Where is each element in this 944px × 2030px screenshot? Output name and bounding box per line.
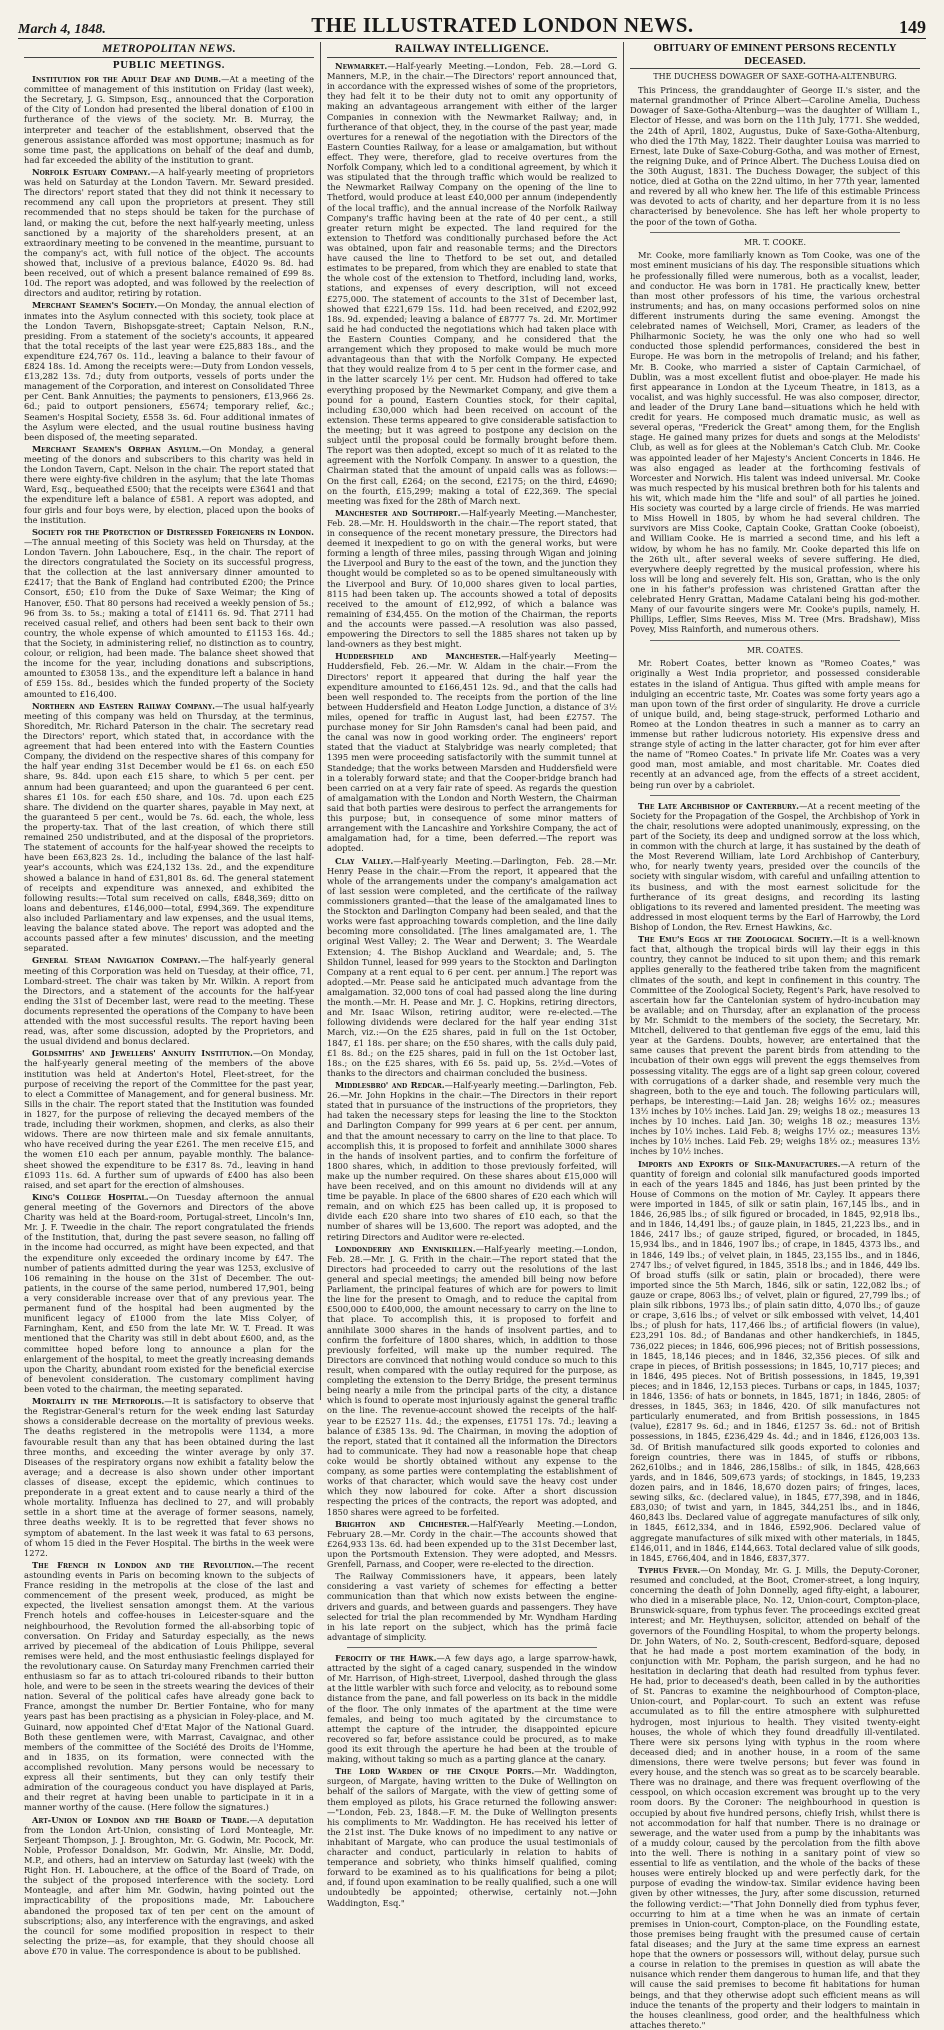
- article-paragraph: [327, 1766, 617, 1908]
- article-paragraph: [24, 444, 314, 525]
- masthead: [18, 6, 926, 39]
- section-title: OBITUARY OF EMINENT PERSONS RECENTLY DECEASED.: [630, 42, 920, 69]
- article-lead: Northern and Eastern Railway Company.: [32, 700, 216, 711]
- column-2: [320, 42, 623, 1908]
- article-lead: Institution for the Adult Deaf and Dumb.: [32, 73, 222, 84]
- article-text: The Railway Commissioners have, it appears, been lately considering a vast variety of schemes for effecting a better communication than that which now exists between the engine-drivers and guards, and between guards and passengers. They have selected for trial the plan recommended by Mr. Wyndham Harding in his late report on the subject, which has the primâ facie advantage of simplicity.: [327, 1571, 617, 1642]
- article-text: —The usual half-yearly meeting of this company was held on Thursday, at the terminus, Shoreditch, Mr. Richard Paterson in the chair. The secretary read the Directors' report, which stated that, in accordance with the agreement that had been entered into with the Eastern Counties Company, the dividend on the respective shares of this company for the half year ending 31st December would be £1 6s. on each £50 share, 9s. 84d. upon each £15 share, to which 5 per cent. per annum had been guaranteed; and upon the guaranteed 6 per cent. shares £1 10s. for each £50 share, and 10s. 7d. upon each £25 share. The dividend on the quarter shares, payable in May next, at the guaranteed 5 per cent., would be 7s. 6d. each, the whole, less the property-tax. That of the last creation, of which there still remained 250 undistributed, and at the disposal of the proprietors. The statement of accounts for the half-year showed the receipts to have been £63,823 2s. 1d., including the balance of the last half-year's accounts, which was £24,132 13s. 2d., and the expenditure showed a balance in hand of £31,801 8s. 6d. The general statement of receipts and expenditure was annexed, and exhibited the following results:—Total sum received on calls, £848,369; ditto on loans and debentures, £146,000—total, £994,369. The expenditure also included Parliamentary and law expenses, and the usual items, leaving the balance stated above. The report was adopted and the accounts passed after a few minutes' discussion, and the meeting separated.: [24, 700, 314, 954]
- article-text: —The half-yearly general meeting of this Corporation was held on Tuesday, at their office, 71, Lombard-street. The chair was taken by Mr. Wilkin. A report from the Directors, and a statement of the accounts for the half-year ending the 31st of December last, were read to the meeting. These documents represented the operations of the Company to have been attended with the most successful results. The report having been read, was, after some discussion, adopted by the Proprietors, and the usual dividend and bonus declared.: [24, 955, 314, 1047]
- article-lead: The Late Archbishop of Canterbury.: [638, 800, 800, 811]
- article-lead: Clay Valley.: [335, 855, 394, 866]
- article-lead: General Steam Navigation Company.: [32, 955, 201, 966]
- article-lead: Typhus Fever.: [638, 1564, 701, 1575]
- article-lead: The Emu's Eggs at the Zoological Society.: [638, 934, 833, 945]
- article-paragraph: [327, 1519, 617, 1570]
- section-subheading: PUBLIC MEETINGS.: [112, 61, 226, 72]
- article-text: —On Monday, a general meeting of the donors and subscribers to this charity was held in the London Tavern, Capt. Nelson in the chair. The report stated that there were eighty-five children in the asylum; that the late Thomas Ward, Esq., bequeathed £500; that the receipts were £3641 and that the expenditure left a balance of £581. A report was adopted, and four girls and four boys were, by election, placed upon the books of the institution.: [24, 443, 314, 525]
- column-3: [623, 42, 926, 2030]
- article-lead: Merchant Seamen's Society.: [32, 300, 158, 311]
- article-lead: Brighton and Chichester.: [335, 1518, 470, 1529]
- article-paragraph: [24, 74, 314, 165]
- article-lead: Londonderry and Enniskillen.: [335, 1243, 476, 1254]
- article-text: —At a meeting of the committee of management of this institution on Friday (last week), the Secretary, J. G. Simpson, Esq., announced that the Corporation of the City of London had presented the liberal donation of £100 in furtherance of the views of the society. Mr. B. Murray, the interpreter and teacher of the establishment, observed that the generous assistance afforded was most opportune; inasmuch as for some time past, the applications on behalf of the deaf and dumb, had far exceeded the ability of the institution to grant.: [24, 73, 314, 165]
- obituary-subject: THE DUCHESS DOWAGER OF SAXE-GOTHA-ALTENBURG.: [653, 72, 897, 82]
- article-text: —On Monday, the half-yearly general meeting of the members of the above institution was held at Anderton's Hotel, Fleet-street, for the purpose of receiving the report of the Committee for the past year, to elect a Committee of Management, and for general business. Mr. Sills in the chair. The report stated that the Institution was founded in 1827, for the purpose of relieving the decayed members of the trade, including their workmen, shopmen, and clerks, as also their widows. There are now thirteen male and six female annuitants, who have received during the year £261. The men receive £15, and the women £10 each per annum, payable monthly. The balance-sheet showed the expenditure to be £317 8s. 7d., leaving in hand £1093 11s. 6d. A further sum of upwards of £400 has also been raised, and set apart for the erection of almshouses.: [24, 1048, 314, 1190]
- article-lead: Huddersfield and Manchester.: [335, 651, 502, 662]
- divider: [650, 232, 900, 233]
- article-lead: Art-Union of London and the Board of Trade.: [32, 1814, 250, 1825]
- article-paragraph: [327, 61, 617, 506]
- article-text: —A half-yearly meeting of proprietors was held on Saturday at the London Tavern. Mr. Seward presided. The directors' report stated that they did not think it necessary to recommend any call upon the proprietors at present. They still recommended that no steps should be taken for the purchase of land, or making the cut, before the next half-yearly meeting, unless sanctioned by a majority of the shareholders present, at an extraordinary meeting to be convened in the meantime, pursuant to the company's act, with full notice of the object. The accounts showed that, inclusive of a previous balance, £4020 9s. 8d. had been received, out of which a present balance remained of £99 8s. 10d. The report was adopted, and was followed by the reelection of directors and auditor, retiring by rotation.: [24, 166, 314, 299]
- article-paragraph: [24, 1815, 314, 1957]
- article-text: —On Monday, Mr. G. J. Mills, the Deputy-Coroner, resumed and concluded, at the Boot, Cromer-street, a long inquiry, concerning the death of John Donnelly, aged fifty-eight, a labourer, who died in a miserable place, No. 12, Union-court, Compton-place, Brunswick-square, from typhus fever. The proceedings excited great interest; and Mr. Heythuysen, solicitor, attended on behalf of the governors of the Foundling Hospital, to whom the property belongs. Dr. John Waters, of No. 2, South-crescent, Bedford-square, deposed that he had made a post mortem examination of the body, in conjunction with Mr. Popham, the parish surgeon, and he had no hesitation in declaring that death had resulted from typhus fever. He had, prior to deceased's death, been called in by the authorities of St. Pancras to examine the neighbourhood of Compton-place, Union-court, and Poplar-court. To such an extent was refuse accumulated as to fill the entire atmosphere with sulphuretted hydrogen, most injurious to health. They visited twenty-eight houses, the whole of which they found dreadfully ill-ventilated. There were six persons lying with typhus in the room where deceased died; and in another house, in a room of the same dimensions, there were twelve persons; but fever was found in every house, and the stench was so great as to be scarcely bearable. There was no drainage, and there was frequent overflowing of the cesspool, on which occasion excrement was brought up to the very room doors. By the Coroner: The neighbourhood in question is occupied by about five hundred persons, chiefly Irish, whilst there is not accommodation for half that number. There is no drainage or sewerage, and the water used from a pump by the inhabitants was of a muddy colour, caused by the percolation from the filth above into the well. There is nothing in a sanitary point of view so essential to life as ventilation, and the whole of the backs of these houses were entirely blocked up and were perfectly dark, for the purpose of evading the window-tax. Similar evidence having been given by other witnesses, the Jury, after some discussion, returned the following verdict:—"That John Donnelly died from typhus fever, occurring to him at a time when he was an inmate of certain premises in Union-court, Compton-place, on the Foundling estate, those premises being fraught with the presumed cause of certain fatal diseases; and the Jury at the same time express an earnest hope that the owners or possessors will, without delay, pursue such a course in relation to the premises in question as will abate the nuisance which render them dangerous to human life, and that they will cause the said premises to become fit habitations for human beings, and that they otherwise adopt such efficient means as will induce the tenants of the property and their lodgers to maintain in the houses cleanliness, good order, and the healthfulness which attaches thereto.": [630, 1564, 920, 2030]
- article-paragraph: [24, 1396, 314, 1558]
- article-text: —Half-yearly Meeting.—Manchester, Feb. 28.—Mr. H. Houldsworth in the chair.—The report stated, that in consequence of the recent monetary pressure, the Directors had deemed it inexpedient to go on with the general works, but were forming a length of three miles, passing through Wigan and joining the Liverpool and Bury to the east of the town, and the junction they thought would be completed so as to be opened simultaneously with the Liverpool and Bury. Of 10,000 shares given to local parties, 8115 had been taken up. The accounts showed a total of deposits received to the amount of £12,992, of which a balance was remaining of £34,455. On the motion of the Chairman, the reports and the accounts were passed.—A resolution was also passed, empowering the Directors to sell the 1885 shares not taken up by land-owners as they best might.: [327, 507, 617, 650]
- article-lead: King's College Hospital.: [32, 1191, 149, 1202]
- article-text: —A deputation from the London Art-Union, consisting of Lord Monteagle, Mr. Serjeant Thompson, J. J. Broughton, Mr. G. Godwin, Mr. Pocock, Mr. Noble, Professor Donaldson, Mr. Godwin, Mr. Ainslie, Mr. Dodd, M.P., and others, had an interview on Saturday last (week) with the Right Hon. H. Labouchere, at the office of the Board of Trade, on the subject of the proposed interference with the society. Lord Monteagle, and after him Mr. Godwin, having pointed out the impracticability of the propositions made, Mr. Labouchere abandoned the proposed tax of ten per cent on the amount of subscriptions; also, any interference with the engravings, and asked the council for some modified proposition in respect to their selecting the prize—as, for example, that they should choose all above £70 in value. The correspondence is about to be published.: [24, 1814, 314, 1956]
- article-text: —Mr. Waddington, surgeon, of Margate, having written to the Duke of Wellington on behalf of the sailors of Margate, with the view of getting some of them employed as pilots, his Grace returned the following answer:—"London, Feb. 23, 1848.—F. M. the Duke of Wellington presents his compliments to Mr. Waddington. He has received his letter of the 21st inst. The Duke knows of no impediment to any native or inhabitant of Margate, who can produce the usual testimonials of character and conduct, particularly in relation to habits of temperance and sobriety, who thinks himself qualified, coming forward to be examined as to his qualifications for being a pilot; and, if found upon examination to be really qualified, such a one will undoubtedly be appointed; otherwise, certainly not.—John Waddington, Esq.": [327, 1766, 617, 1908]
- article-paragraph: [24, 1048, 314, 1190]
- article-paragraph: [630, 1565, 920, 2030]
- article-paragraph: [24, 1192, 314, 1394]
- article-paragraph: [24, 955, 314, 1046]
- article-lead: Mortality in the Metropolis.: [32, 1396, 165, 1407]
- column-1: [18, 42, 320, 1956]
- article-lead: Imports and Exports of Silk-Manufactures.: [638, 1158, 841, 1169]
- article-text: —Half-Yearly Meeting.—London, February 28.—Mr. Cordy in the chair.—The accounts showed that £264,933 13s. 6d. had been expended up to the 31st December last, upon the Portsmouth Extension. They were adopted, and Messrs. Grenfell, Parnass, and Cooper, were re-elected to the direction.: [327, 1518, 617, 1570]
- article-lead: Goldsmiths' and Jewellers' Annuity Institution.: [32, 1048, 253, 1059]
- article-lead: The Lord Warden of the Cinque Ports.: [335, 1766, 535, 1777]
- article-text: —On Tuesday afternoon the annual general meeting of the Governors and Directors of the above Charity was held at the Board-room, Portugal-street, Lincoln's Inn, Mr. J. F. Tweedie in the chair. The report congratulated the friends of the Institution, that, during the past severe season, no falling off in the income had occurred, as might have been expected, and that the expenditure only exceeded the ordinary income by £47. The number of patients admitted during the year was 1253, exclusive of 106 remaining in the house on the 31st of December. The out-patients, in the course of the same period, numbered 17,901, being a very considerable increase over that of any previous year. The permanent fund of the hospital had been augmented by the munificent legacy of £1000 from the late Miss Colyer, of Farningham, Kent, and £50 from the late Mr. W. T. Fread. It was mentioned that the Charity was still in debt about £600, and, as the committee hoped before long to announce a plan for the enlargement of the hospital, to meet the greatly increasing demands upon the Charity, abundant room existed for the beneficial exercise of benevolent consideration. The customary compliment having been voted to the chairman, the meeting separated.: [24, 1191, 314, 1394]
- column-2-body: [327, 61, 617, 1642]
- article-paragraph: [24, 527, 314, 699]
- section-title: METROPOLITAN NEWS.: [24, 42, 314, 58]
- divider: [347, 1647, 597, 1648]
- article-text: —Half-yearly meeting.—Darlington, Feb. 26.—Mr. John Hopkins in the chair.—The Directors in their report stated that in pursuance of the instructions of the proprietors, they had taken the necessary steps for leasing the line to the Stockton and Darlington Company for 999 years at 6 per cent. per annum, and that the amount necessary to carry on the line to that place. To accomplish this, it is proposed to forfeit and annihilate 3000 shares in the hands of insolvent parties, and to confirm the forfeiture of 1800 shares, which, in addition to those previously forfeited, will make up the number required. On these shares about £15,000 will have been received, and on this amount no dividends will at any time be payable. In place of the 6800 shares of £20 each which will remain, and on which £25 has been called up, it is proposed to divide each £20 share into two shares of £10 each, so that the number of shares will be 13,600. The report was adopted, and the retiring Directors and Auditor were re-elected.: [327, 1079, 617, 1242]
- divider: [650, 640, 900, 641]
- issue-date: March 4, 1848.: [18, 22, 106, 37]
- page-number: 149: [899, 17, 926, 37]
- article-text: —Half-yearly Meeting.—London, Feb. 28.—Lord G. Manners, M.P., in the chair.—The Directors' report announced that, in accordance with the expressed wishes of some of the proprietors, they had felt it to be their duty not to omit any opportunity of making an advantageous arrangement with either of the larger Companies in connexion with the Newmarket Railway; and, in furtherance of that object, they, in the course of the past year, made overtures for a renewal of the negotiation with the Directors of the Eastern Counties Railway, for a lease or amalgamation, but without effect. They were, therefore, glad to receive overtures from the Norfolk Company, which led to a conditional agreement, by which it was stipulated that the through traffic which would be realized to the Newmarket Railway Company on the opening of the line to Thetford, would produce at least £40,000 per annum (independently of the local traffic), and the annual increase of the Norfolk Railway Company's traffic having been at the rate of 40 per cent., a still greater return might be expected. The land required for the extension to Thetford was conditionally purchased before the Act was obtained, upon fair and reasonable terms; and the Directors have caused the line to Thetford to be set out, and detailed estimates to be prepared, from which they are enabled to state that the whole cost of the extension to Thetford, including land, works, stations, and expenses of every description, will not exceed £275,000. The statement of accounts to the 31st of December last, showed that £221,679 15s. 11d. had been received, and £202,992 18s. 9d. expended; leaving a balance of £8777 7s. 2d. Mr. Mortimer said he had conducted the negotiations which had taken place with the Eastern Counties Company, and he considered that the arrangement which they proposed to make would be much more advantageous than that with the Norfolk Company. He expected that they would realize from 4 to 5 per cent in the former case, and in the latter scarcely 1½ per cent. Mr. Hudson had offered to take everything proposed by the Newmarket Company, and give them a pound for a pound, Eastern Counties stock, for their capital, including £30,000 which had been received on account of the extension. These terms appeared to give considerable satisfaction to the meeting; but it was agreed to postpone any decision on the subject until the proposal could be formally brought before them. The report was then adopted, except so much of it as related to the agreement with the Norfolk Company. In answer to a question, the Chairman stated that the amount of unpaid calls was as follows:—On the first call, £264; on the second, £2175; on the third, £4690; on the fourth, £15,299; making a total of £22,369. The special meeting was fixed for the 28th of March next.: [327, 61, 617, 506]
- article-lead: Society for the Protection of Distressed Foreigners in London.: [32, 526, 314, 537]
- article-text: —On Monday, the annual election of inmates into the Asylum connected with this society, took place at the London Tavern, Bishopsgate-street; Captain Nelson, R.N., presiding. From a statement of the society's accounts, it appeared that the total receipts of the last year were £25,883 18s., and the expenditure £24,767 0s. 11d., leaving a balance to their favour of £824 18s. 1d. Among the receipts were:—Duty from London vessels, £13,282 13s. 7d.; duty from outports, vessels of ports under the management of the Corporation, and interest on Consolidated Three per Cent. Bank Annuities; the payments to pensioners, £13,966 2s. 6d.; paid to outport pensioners, £5674; temporary relief, &c.; Seamen's Hospital Society, £558 3s. 6d. Four additional inmates of the Asylum were elected, and the usual routine business having been disposed of, the meeting separated.: [24, 300, 315, 442]
- article-lead: Ferocity of the Hawk.: [335, 1652, 437, 1663]
- column-1-body: [24, 74, 314, 1956]
- article-lead: Merchant Seamen's Orphan Asylum.: [32, 443, 202, 454]
- article-paragraph: [327, 1080, 617, 1242]
- article-paragraph: [24, 300, 314, 442]
- article-paragraph: [327, 1653, 617, 1764]
- article-text: —The recent astounding events in Paris on becoming known to the subjects of France residing in the metropolis at the close of the last and commencement of the present week, produced, as might be expected, the liveliest sensation amongst them. At the various French hotels and coffee-houses in Leicester-square and the neighbourhood, the Revolution formed the all-absorbing topic of conversation. On Friday and Saturday especially, as the news arrived by piecemeal of the abdication of Louis Philippe, several remises were held, and the most enthusiastic feelings displayed for the revolutionary cause. On Saturday many Frenchmen carried their enthusiasm so far as to attach tri-coloured ribands to their button hole, and were to be seen in the streets wearing the devices of their nation. Several of the political cafes have already gone back to France, amongst the number Dr. Bertier Fontaine, who for many years past has been practising as a physician in Foley-place, and M. Guinard, now appointed Chef d'Etat Major of the National Guard. Both these gentlemen were, with Marrast, Cavaignac, and other members of the committee of the Société des Droits de l'Homme, and in 1835, on its formation, were connected with the accomplished revolution. Many persons would be necessary to express all their sentiments, but they can only testify their admiration of the courageous conduct you have displayed at Paris, and their regret at having been unable to participate in it in a manner worthy of the cause. (Here follow the signatures.): [24, 1559, 314, 1813]
- article-text: —A few days ago, a large sparrow-hawk, attracted by the sight of a caged canary, suspended in the window of Mr. Harrison, of High-street, Liverpool, dashed through the glass at the little warbler with such force and velocity, as to rebound some distance from the pane, and fall powerless on its back in the middle of the floor. The only inmates of the apartment at the time were females, and being too much agitated by the circumstance to attempt the capture of the intruder, the disappointed epicure recovered so far, before assistance could be procured, as to make good its exit through the aperture he had been at the trouble of making, without taking so much as a parting glance at the canary.: [327, 1652, 618, 1765]
- divider: [650, 795, 900, 796]
- article-paragraph: [630, 1159, 920, 1563]
- obituary-text: Mr. Cooke, more familiarly known as Tom Cooke, was one of the most eminent musicians of his day. The responsible situations which he professionally filled were numerous, both as a vocalist, leader, and conductor. He was born in 1781. He practically knew, better than most other professors of his time, the various orchestral instruments; and has, on many occasions performed solos on nine different instruments during the same evening. Amongst the celebrated names of Weichsell, Mori, Cramer, as leaders of the Philharmonic Society, he was the only one who had so well conducted those splendid performances, considered the best in Europe. He was born in the metropolis of Ireland; and his father, Mr. B. Cooke, who married a sister of Captain Carmichael, of Dublin, was a most excellent flutist and oboe-player. He made his first appearance in London at the Lyceum Theatre, in 1813, as a vocalist, and was highly successful. He was also composer, director, and leader of the Drury Lane band—situations which he held with credit for years. He composed much dramatic music, as well as several operas, "Frederick the Great" among them, for the English stage. He gained many prizes for duets and songs at the Melodists' Club, as well as for glees at the Nobleman's Catch Club. Mr. Cooke was appointed leader of her Majesty's Ancient Concerts in 1846. He was also engaged as leader at the forthcoming festivals of Worcester and Norwich. His talent was indeed universal. Mr. Cooke was much respected by his musical brethren both for his talents and his wit, which made him the "life and soul" of all parties he joined. His society was courted by a large circle of friends. He was married to Miss Howell in 1805, by whom he had several children. The survivors are Miss Cooke, Captain Cooke, Grattan Cooke (oboeist), and William Cooke. He is married a second time, and his left a widow, by whom he has no family. Mr. Cooke departed this life on the 26th ult., after several weeks of severe suffering. He died, everywhere deeply regretted by the musical profession, where his loss will be long and severely felt. His son, Grattan, who is the only one in his father's profession was christened Grattan after the celebrated Henry Grattan, Madame Catalani being his god-mother. Many of our favourite singers were Mr. Cooke's pupils, namely, H. Phillips, Leffler, Sims Reeves, Miss M. Tree (Mrs. Bradshaw), Miss Povey, Miss Rainforth, and numerous others.: [630, 250, 920, 635]
- article-paragraph: [24, 701, 314, 954]
- article-lead: Newmarket.: [335, 61, 388, 72]
- article-text: —Half-yearly Meeting—Huddersfield, Feb. 26.—Mr. W. Aldam in the chair.—From the Directors' report it appeared that during the half year the expenditure amounted to £166,451 12s. 9d., and that the calls had been well responded to. The receipts from the portion of the line between Huddersfield and Heaton Lodge Junction, a distance of 3½ miles, opened for traffic in August last, had been £2757. The purchase money for Sir John Ramsden's canal had been paid, and the canal was now in good working order. The engineers' report stated that the viaduct at Stalybridge was nearly completed; that 1395 men were proceeding satisfactorily with the summit tunnel at Standedge; that the works between Marsden and Huddersfield were in a tolerably forward state; and that the Cooper-bridge branch had been carried on at a very fair rate of speed. As regards the question of amalgamation with the London and North Western, the Chairman said that both parties were desirous to perfect the arrangements for this purpose; but, in consequence of some minor matters of arrangement with the Lancashire and Yorkshire Company, the act of amalgamation had, for a time, been deferred.—The report was adopted.: [327, 651, 617, 854]
- article-paragraph: [24, 167, 314, 298]
- obituary-text: Mr. Robert Coates, better known as "Romeo Coates," was originally a West India proprietor, and possessed considerable estates in the island of Antigua. Thus gifted with ample means for indulging an eccentric taste, Mr. Coates was some forty years ago a man upon town of the first order of singularity. He drove a curricle of unique build, and, being stage-struck, performed Lothario and Romeo at the London theatres in such a manner as to carry an immense but rather ludicrous notoriety. His expensive dress and strange style of acting in the latter character, got for him ever after the name of "Romeo Coates." In private life Mr. Coates was a very good man, most amiable, and most charitable. Mr. Coates died recently at an advanced age, from the effects of a street accident, being run over by a cabriolet.: [630, 658, 920, 790]
- article-paragraph: [327, 508, 617, 650]
- article-paragraph: [327, 856, 617, 1078]
- article-text: —The annual meeting of this Society was held on Thursday, at the London Tavern. John Labouchere, Esq., in the chair. The report of the directors congratulated the Society on its successful progress, that the collection at the last anniversary dinner amounted to £2417; that the Bank of England had contributed £200; the Prince Consort, £50; £10 from the Duke of Saxe Weimar; the King of Hanover, £50. That 80 persons had received a weekly pension of 5s.; 96 from 3s. to 5s.; making a total of £1411 6s. 9d. That 2711 had received casual relief, and others had been sent back to their own country, the whole expense of which amounted to £1153 16s. 4d.; that the Society, in administering relief, no distinction as to country, colour, or religion, had been made. The balance sheet showed that the income for the year, including donations and subscriptions, amounted to £3058 13s., and the expenditure left a balance in hand of £59 15s. 8d., besides which the funded property of the Society amounted to £16,400.: [24, 536, 314, 699]
- article-paragraph: [327, 1571, 617, 1642]
- article-lead: The French in London and the Revolution.: [32, 1559, 255, 1570]
- article-text: —It is satisfactory to observe that the Registrar-General's return for the week ending last Saturday shows a considerable decrease on the mortality of previous weeks. The deaths registered in the metropolis were 1134, a more favourable result than any that has been obtained during the last three months, and exceeding the winter average by only 37. Diseases of the respiratory organs now exhibit a fatality below the average; and a decrease is also shown under other important classes of disease, except the epidemic, which continues to preponderate in a great extent and to cause nearly a third of the whole mortality. Influenza has declined to 27, and will probably settle in a short time at the average of former seasons, namely, three deaths weekly. It is to be regretted that fever shows no symptom of abatement. In the last week it was fatal to 63 persons, of whom 15 died in the Fever Hospital. The births in the week were 1272.: [24, 1396, 314, 1558]
- article-lead: Norfolk Estuary Company.: [32, 166, 151, 177]
- article-paragraph: [630, 801, 920, 932]
- section-title: RAILWAY INTELLIGENCE.: [327, 42, 617, 58]
- article-text: —A return of the quantity of foreign and colonial silk manufactured goods imported in each of the years 1845 and 1846, has just been printed by the House of Commons on the motion of Mr. Cayley. It appears there were imported in 1845, of silk or satin plain, 167,145 lbs., and in 1846, 26,985 lbs.; of silk figured or brocaded, in 1845, 92,918 lbs., and in 1846, 14,491 lbs.; of gauze plain, in 1845, 21,223 lbs., and in 1846, 2417 lbs.; of gauze striped, figured, or brocaded, in 1845, 15,934 lbs., and in 1846, 1907 lbs.; of crape, in 1845, 4373 lbs., and in 1846, 149 lbs.; of velvet plain, in 1845, 23,155 lbs., and in 1846, 2747 lbs.; of velvet figured, in 1845, 3518 lbs.; and in 1846, 449 lbs. Of broad stuffs (silk or satin, plain or brocaded), there were imported since the 5th March, 1846, silk or satin, 122,082 lbs.; of gauze or crape, 8063 lbs.; of velvet, plain or figured, 27,799 lbs.; of plain silk ribbons, 1973 lbs.; of plain satin ditto, 4,070 lbs.; of gauze or crape, 3,616 lbs.; of velvet or silk embossed with velvet, 14,401 lbs.; of plush for hats, 117,466 lbs.; of artificial flowers (in value), £23,291 10s. 8d.; of Bandanas and other handkerchiefs, in 1845, 736,022 pieces; in 1846, 606,996 pieces; not of British possessions, in 1845, 18,146 pieces; and in 1846, 32,356 pieces. Of silk and crape in pieces, of British possessions; in 1845, 10,717 pieces; and in 1846, 495 pieces. Not of British possessions, in 1845, 19,391 pieces; and in 1846, 12,153 pieces. Turbans or caps, in 1845, 1037; in 1846, 1356: of hats or bonnets, in 1845, 1871; in 1846, 2805: of dresses, in 1845, 363; in 1846, 420. Of silk manufactures not particularly enumerated, and from British possessions, in 1845 (value), £2817 9s. 6d.; and in 1846, £1257 3s. 6d.: not of British possessions, in 1845, £236,429 4s. 4d.; and in 1846, £126,003 13s. 3d. Of British manufactured silk goods exported to colonies and foreign countries, there was in 1845, of stuffs or ribbons, 262,610lbs.; and in 1846, 286,158lbs.: of silk, in 1845, 428,663 yards, and in 1846, 509,673 yards; of stockings, in 1845, 19,233 dozen pairs, and in 1846, 18,670 dozen pairs; of fringes, laces, sewing silks, &c. (declared value), in 1845, £77,398, and in 1846, £83,030; of twist and yarn, in 1845, 344,251 lbs., and in 1846, 460,843 lbs. Declared value of aggregate manufactures of silk only, in 1845, £612,334, and in 1846, £592,906. Declared value of aggregate manufactures of silk mixed with other materials, in 1845, £146,011, and in 1846, £144,663. Total declared value of silk goods, in 1845, £766,404, and in 1846, £837,377.: [630, 1158, 920, 1563]
- article-paragraph: [327, 1244, 617, 1517]
- article-text: —Half-yearly meeting.—London, Feb. 28.—Mr. J. G. Frith in the chair.—The report stated that the Directors had proceeded to carry out the resolutions of the last general and special meetings; the amended bill being now before Parliament, the principal features of which are for powers to limit the line for the present to Omagh, and to reduce the capital from £500,000 to £400,000, the amount necessary to carry on the line to that place. To accomplish this, it is proposed to forfeit and annihilate 3000 shares in the hands of insolvent parties, and to confirm the forfeiture of 1800 shares, which, in addition to those previously forfeited, will make up the number required. The Directors are convinced that nothing would conduce so much to this result, when compared with the outlay required for the purpose, as completing the extension to the Derry Bridge, the present terminus being nearly a mile from the principal parts of the city, a distance which is found to operate most injuriously against the general traffic on the line. The revenue-account showed the receipts of the half-year to be £2527 11s. 4d.; the expenses, £1751 17s. 7d.; leaving a balance of £385 13s. 9d. The Chairman, in moving the adoption of the report, stated that it contained all the information the Directors had to communicate. They had now a reasonable hope that cheap coke would be shortly obtained without any expense to the company, as some parties were contemplating the establishment of works of that character, which would save the heavy cost under which they now laboured for coke. After a short discussion respecting the prices of the contracts, the report was adopted, and 1850 shares were agreed to be forfeited.: [327, 1243, 617, 1517]
- obituary-subject: MR. COATES.: [746, 645, 804, 655]
- article-paragraph: [327, 651, 617, 853]
- obituary-subject: MR. T. COOKE.: [743, 237, 807, 247]
- columns: [18, 42, 926, 2030]
- column-3-body: [630, 801, 920, 2030]
- article-lead: Middlesbro' and Redcar.: [335, 1079, 445, 1090]
- article-lead: Manchester and Southport.: [335, 507, 461, 518]
- article-text: —Half-yearly Meeting.—Darlington, Feb. 28.—Mr. Henry Pease in the chair.—From the report, it appeared that the whole of the arrangements under the company's amalgamation act of last session were completed, and the certificate of the railway commissioners granted—that the lease of the amalgamated lines to the Stockton and Darlington Company had been sealed, and that the works were fast approaching towards completion, and the line daily becoming more consolidated. [The lines amalgamated are, 1. The original West Valley; 2. The Wear and Derwent; 3. The Weardale Extension; 4. The Bishop Auckland and Weardale; and, 5. The Shildon Tunnel, leased for 999 years to the Stockton and Darlington Company at a rent equal to 6 per cent. per annum.] The report was adopted.—Mr. Pease said he anticipated much advantage from the amalgamation. 32,000 tons of coal had passed along the line during the month.—Mr. H. Pease and Mr. J. C. Hopkins, retiring directors, and Mr. Isaac Wilson, retiring auditor, were re-elected.—The following dividends were declared for the half year ending 31st March, viz.:—On the £25 shares, paid in full on the 1st October, 1847, £1 18s. per share; on the £50 shares, with the calls duly paid, £1 8s. 8d.; on the £25 shares, paid in full on the 1st October last, 18s.; on the £25 shares, with £6 5s. paid up, 5s. 2½d.—Votes of thanks to the directors and chairman concluded the business.: [327, 855, 617, 1078]
- newspaper-title: THE ILLUSTRATED LONDON NEWS.: [311, 13, 694, 37]
- obituary-text: This Princess, the granddaughter of George II.'s sister, and the maternal grandmother of Prince Albert—Caroline Amelia, Duchess Dowager of Saxe-Gotha-Altenburg—was the daughter of William I., Elector of Hesse, and was born on the 11th July, 1771. She wedded, the 24th of April, 1802, Augustus, Duke of Saxe-Gotha-Altenburg, who died the 17th May, 1822. Their daughter Louisa was married to Ernest, late Duke of Saxe-Coburg-Gotha, and was mother of Ernest, the reigning Duke, and of Prince Albert. The Duchess Louisa died on the 30th August, 1831. The Duchess Dowager, the subject of this notice, died at Gotha on the 22nd ultimo, in her 77th year, lamented and revered by all who knew her. The life of this estimable Princess was devoted to acts of charity, and her departure from it is no less characterised by benevolence. She has left her whole property to the poor of the town of Gotha.: [630, 85, 920, 227]
- column-2-after-body: [327, 1653, 617, 1908]
- article-paragraph: [24, 1560, 314, 1813]
- article-paragraph: [630, 934, 920, 1156]
- article-text: —It is a well-known fact that, although the tropical birds will lay their eggs in this country, they cannot be induced to sit upon them; and this remark applies generally to the feathered tribe taken from the magnificent climates of the south, and kept in confinement in this country. The Committee of the Zoological Society, Regent's Park, have resolved to ascertain how far the Cantelonian system of hydro-incubation may be available; and on Thursday, after an explanation of the process by Mr. Schmidt to the members of the society, the Secretary, Mr. Mitchell, delivered to that gentleman five eggs of the emu, laid this year at the Gardens. Doubts, however, are entertained that the same causes that prevent the parent birds from attending to the incubation of their own eggs will prevent the eggs themselves from possessing vitality. The eggs are of a light sap green colour, covered with corrugations of a darker shade, and resemble very much the shagreen, both to the eye and touch. The following particulars will, perhaps, be interesting:—Laid Jan. 28; weighs 16½ oz.; measures 13½ inches by 10½ inches. Laid Jan. 29; weighs 18 oz.; measures 13 inches by 10 inches. Laid Jan. 30; weighs 18 oz.; measures 13½ inches by 10½ inches. Laid Feb. 8; weighs 17½ oz.; measures 13½ inches by 10½ inches. Laid Feb. 29; weighs 18½ oz.; measures 13½ inches by 10½ inches.: [630, 934, 920, 1157]
- article-text: —At a recent meeting of the Society for the Propagation of the Gospel, the Archbishop of York in the chair, resolutions were adopted unanimously, expressing, on the part of the Society, its deep and undigned sorrow at the loss which, in common with the church at large, it has sustained by the death of the Most Reverend William, late Lord Archbishop of Canterbury, who, for nearly twenty years, presided over the councils of the society with singular wisdom, with careful and unfailing attention to its business, and with the most earnest solicitude for the furtherance of its great designs, and recording its lasting obligations to its revered and lamented president. The meeting was addressed in most eloquent terms by the Earl of Harrowby, the Lord Bishop of London, the Rev. Ernest Hawkins, &c.: [630, 800, 920, 933]
